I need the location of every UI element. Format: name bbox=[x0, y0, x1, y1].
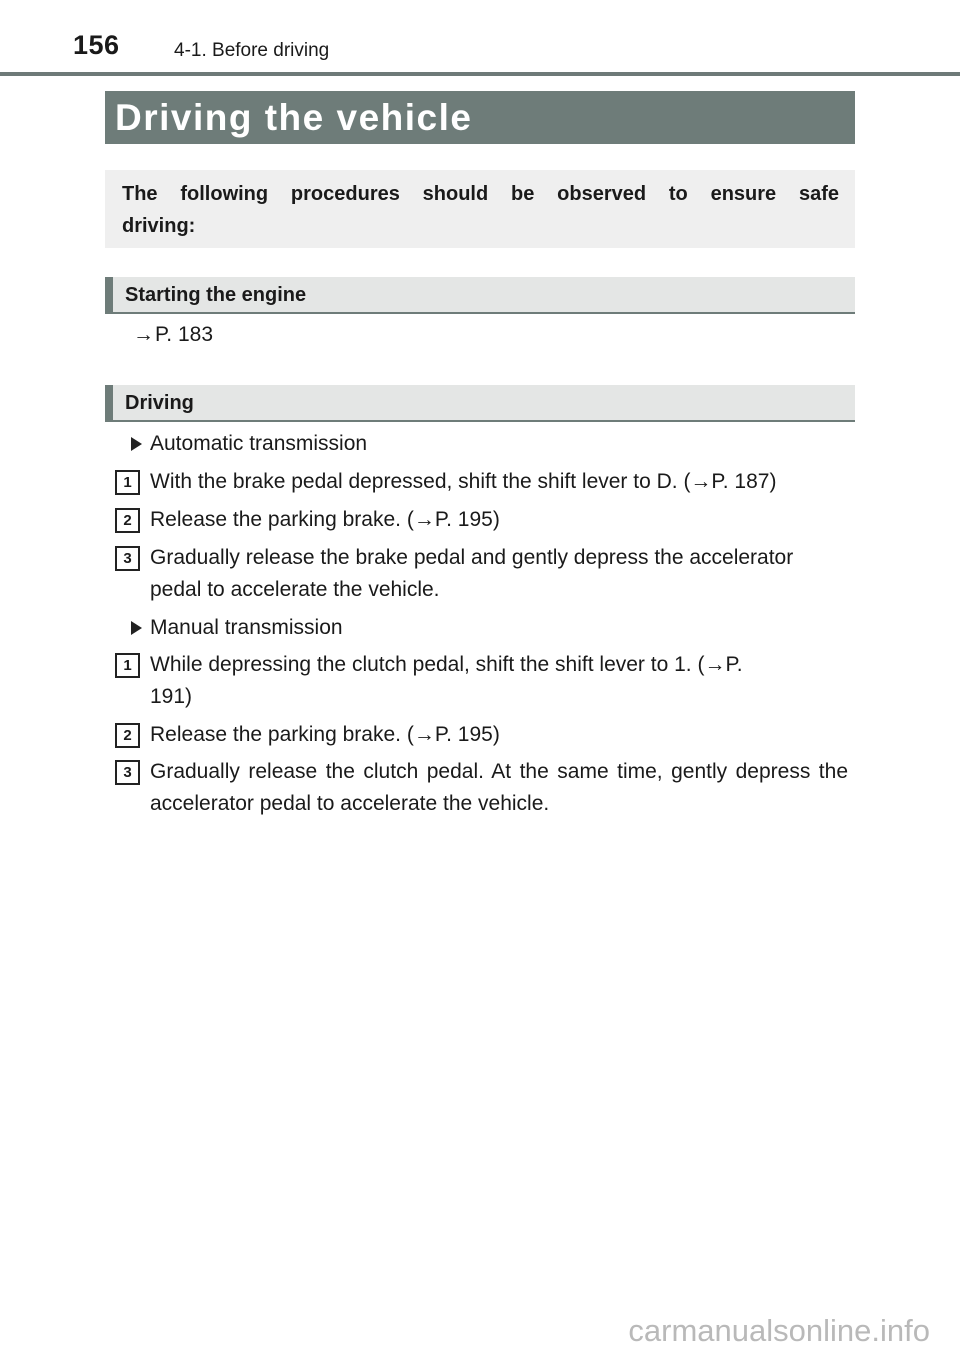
subheading-driving: Driving bbox=[105, 385, 855, 422]
step-text: Release the parking brake. (→P. 195) bbox=[150, 508, 500, 531]
bullet-triangle-icon bbox=[131, 437, 142, 451]
step-number-badge: 1 bbox=[115, 470, 140, 495]
step-number-badge: 3 bbox=[115, 546, 140, 571]
step-text: Gradually release the clutch pedal. At the same time, gently depress the accelerator pedal to accelerate the vehicle. bbox=[150, 760, 848, 815]
step-number-badge: 2 bbox=[115, 723, 140, 748]
manual-transmission-label: Manual transmission bbox=[150, 616, 343, 639]
step-text: With the brake pedal depressed, shift the shift lever to D. (→P. 187) bbox=[150, 470, 777, 493]
section-label: 4-1. Before driving bbox=[174, 40, 330, 61]
step-text: Release the parking brake. (→P. 195) bbox=[150, 723, 500, 746]
step-number-badge: 1 bbox=[115, 653, 140, 678]
header-rule bbox=[0, 72, 960, 76]
page-title: Driving the vehicle bbox=[105, 91, 855, 144]
bullet-triangle-icon bbox=[131, 621, 142, 635]
intro-box: The following procedures should be observed to ensure safe driving: bbox=[105, 170, 855, 248]
automatic-transmission-label: Automatic transmission bbox=[150, 432, 368, 455]
page-reference-text: P. 183 bbox=[155, 323, 214, 346]
step-number-badge: 2 bbox=[115, 508, 140, 533]
subheading-starting-engine: Starting the engine bbox=[105, 277, 855, 314]
page-reference[interactable] bbox=[133, 319, 213, 351]
arrow-icon: → bbox=[133, 323, 154, 346]
page-number: 156 bbox=[73, 30, 120, 60]
step-number-badge: 3 bbox=[115, 760, 140, 785]
step-text: While depressing the clutch pedal, shift the shift lever to 1. (→P. 191) bbox=[150, 653, 743, 708]
step-text: Gradually release the brake pedal and gently depress the accelerator pedal to accelerate the vehicle. bbox=[150, 546, 794, 601]
watermark: carmanualsonline.info bbox=[628, 1313, 930, 1348]
